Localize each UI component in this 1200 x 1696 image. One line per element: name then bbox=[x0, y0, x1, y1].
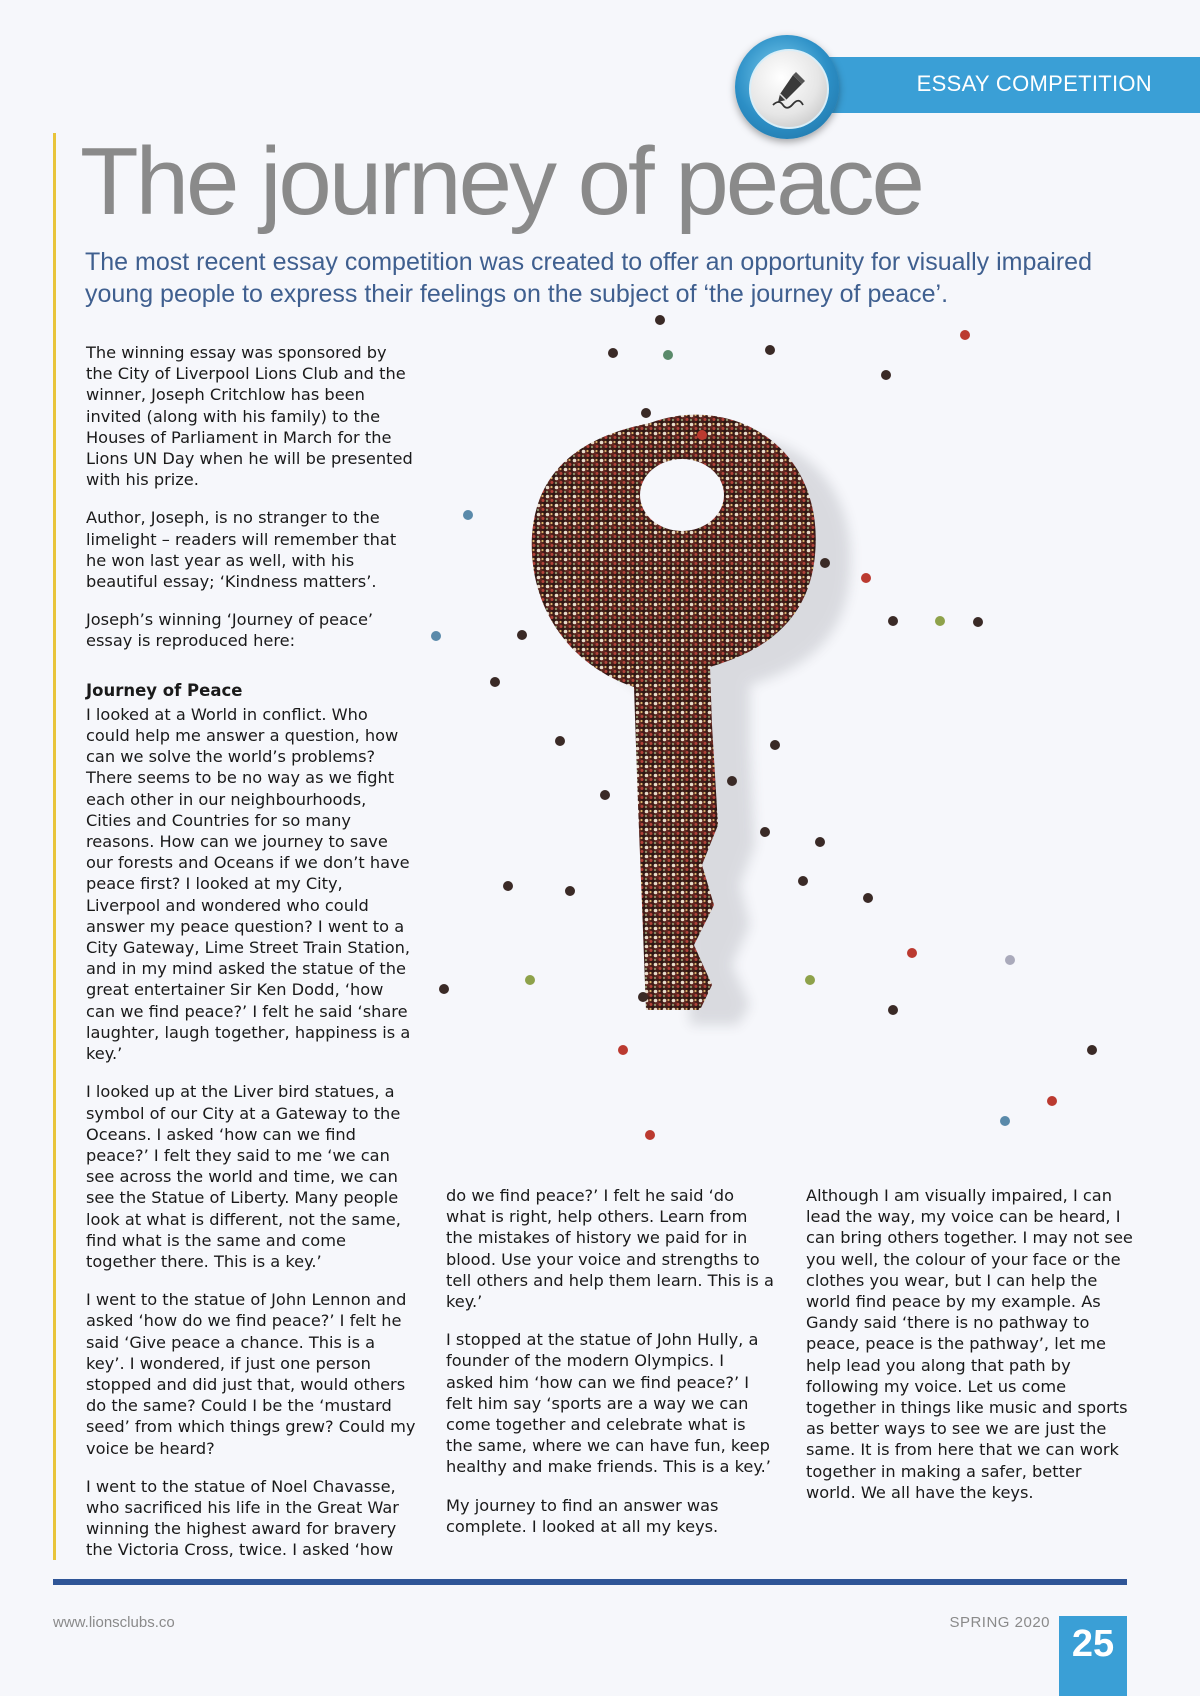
paragraph: I went to the statue of John Lennon and asked ‘how do we find peace?’ I felt he said ‘Give peace a chance. This is a key’. I wondered, if just one person stopped and did just that, would others do the same? Could I be the ‘mustard seed’ from which things grew? Could my voice be heard? bbox=[86, 1290, 416, 1458]
paragraph: Although I am visually impaired, I can lead the way, my voice can be heard, I can bring others together. I may not see you well, the colour of your face or the clothes you wear, but I can help the world find peace by my example. As Gandy said ‘there is no pathway to peace, peace is the pathway’, let me help lead you along that path by following my voice. Let us come together in things like music and sports as better ways to see we are just the same. It is from here that we can work together in making a safer, better world. We all have the keys. bbox=[806, 1186, 1133, 1502]
article-title: The journey of peace bbox=[80, 128, 922, 235]
paragraph: I went to the statue of Noel Chavasse, who sacrificed his life in the Great War winning the highest award for bravery the Victoria Cross, twice. I asked ‘how bbox=[86, 1476, 399, 1560]
article-column-2 bbox=[446, 1185, 776, 1554]
paragraph: I stopped at the statue of John Hully, a founder of the modern Olympics. I asked him ‘how can we find peace?’ I felt him say ‘sports are a way we can come together and celebrate what is the same, where we can have fun, keep healthy and make friends. This is a key.’ bbox=[446, 1330, 771, 1477]
pen-signature-icon bbox=[749, 49, 829, 129]
paragraph: The winning essay was sponsored by the City of Liverpool Lions Club and the winner, Joseph Critchlow has been invited (along with his family) to the Houses of Parliament in March for the Lions UN Day when he will be presented with his prize. bbox=[86, 343, 413, 490]
footer-url[interactable]: www.lionsclubs.co bbox=[53, 1614, 175, 1631]
badge bbox=[735, 35, 839, 139]
crowd-key-illustration-icon bbox=[410, 305, 1200, 1185]
paragraph: My journey to find an answer was complete. I looked at all my keys. bbox=[446, 1495, 719, 1536]
paragraph: do we find peace?’ I felt he said ‘do what is right, help others. Learn from the mistakes of history we paid for in blood. Use your voice and strengths to tell others and help them learn. This is a key.’ bbox=[446, 1186, 774, 1312]
article-column-1 bbox=[86, 342, 416, 1578]
accent-bar bbox=[53, 133, 56, 1560]
paragraph: I looked up at the Liver bird statues, a symbol of our City at a Gateway to the Oceans. I asked ‘how can we find peace?’ I felt they said to me ‘we can see across the world and time, we can see the Statue of Liberty. Many people look at what is different, not the same, find what is the same and come together there. This is a key.’ bbox=[86, 1082, 401, 1271]
footer-rule bbox=[53, 1579, 1127, 1585]
section-banner bbox=[828, 57, 1200, 113]
article-intro: The most recent essay competition was created to offer an opportunity for visually impaired young people to express their feelings on the subject of ‘the journey of peace’. bbox=[85, 248, 1092, 308]
paragraph: I looked at a World in conflict. Who could help me answer a question, how can we solve the world’s problems? There seems to be no way as we fight each other in our neighbourhoods, Cities and Countries for so many reasons. How can we journey to save our forests and Oceans if we don’t have peace first? I looked at my City, Liverpool and wondered who could answer my peace question? I went to a City Gateway, Lime Street Train Station, and in my mind asked the statue of the great entertainer Sir Ken Dodd, ‘how can we find peace?’ I felt he said ‘share laughter, laugh together, happiness is a key.’ bbox=[86, 704, 411, 1064]
page-number: 25 bbox=[1059, 1616, 1127, 1696]
essay-subheading: Journey of Peace bbox=[86, 680, 243, 700]
paragraph: Joseph’s winning ‘Journey of peace’ essay is reproduced here: bbox=[86, 610, 374, 651]
section-label: ESSAY COMPETITION bbox=[916, 71, 1152, 96]
article-column-3 bbox=[806, 1185, 1136, 1520]
paragraph: Author, Joseph, is no stranger to the limelight – readers will remember that he won last year as well, with his beautiful essay; ‘Kindness matters’. bbox=[86, 508, 397, 592]
footer-season: SPRING 2020 bbox=[949, 1614, 1050, 1631]
